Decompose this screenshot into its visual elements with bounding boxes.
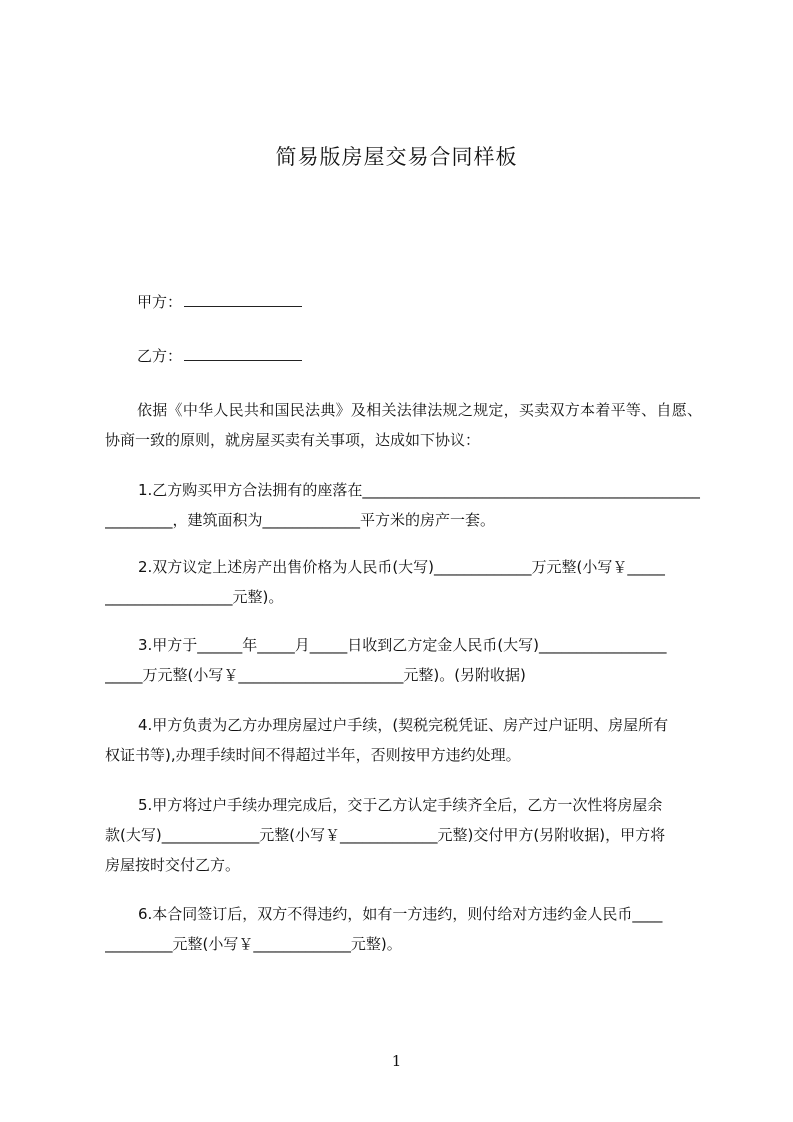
clause-5-line-3: 房屋按时交付乙方。	[105, 856, 241, 874]
clause-4-line-2: 权证书等),办理手续时间不得超过半年，否则按甲方违约处理。	[105, 746, 521, 764]
party-b-blank	[184, 344, 302, 361]
party-b-line	[137, 344, 302, 367]
clause-2-line-2: _________________元整)。	[105, 588, 284, 606]
clause-5	[105, 790, 702, 880]
clause-4	[105, 710, 702, 770]
clause-1-line-2: _________，建筑面积为_____________平方米的房产一套。	[105, 511, 496, 529]
intro-paragraph: 依据《中华人民共和国民法典》及相关法律法规之规定，买卖双方本着平等、自愿、协商一致的原则，就房屋买卖有关事项，达成如下协议：	[105, 401, 702, 449]
clause-6-line-2: _________元整(小写￥_____________元整)。	[105, 935, 402, 953]
clause-3	[105, 630, 702, 690]
clause-5-line-1: 5.甲方将过户手续办理完成后，交于乙方认定手续齐全后，乙方一次性将房屋余	[138, 796, 663, 814]
party-b-label: 乙方：	[137, 347, 183, 365]
party-a-blank	[184, 290, 302, 307]
clause-6	[105, 899, 702, 959]
clause-1-line-1: 1.乙方购买甲方合法拥有的座落在_____________________________________________	[138, 481, 700, 499]
party-a-label: 甲方：	[137, 293, 183, 311]
clause-5-line-2: 款(大写)_____________元整(小写￥_____________元整)交付甲方(另附收据)，甲方将	[105, 826, 666, 844]
document-title: 简易版房屋交易合同样板	[275, 145, 518, 169]
clause-4-line-1: 4.甲方负责为乙方办理房屋过户手续，(契税完税凭证、房产过户证明、房屋所有	[138, 716, 669, 734]
clause-3-line-2: _____万元整(小写￥______________________元整)。(另附收据)	[105, 666, 526, 684]
party-a-line	[137, 290, 302, 313]
clause-2-line-1: 2.双方议定上述房产出售价格为人民币(大写)_____________万元整(小写￥_____	[138, 558, 665, 576]
clause-2	[105, 552, 702, 612]
clause-1	[105, 475, 702, 535]
page-number: 1	[391, 1052, 402, 1070]
clause-6-line-1: 6.本合同签订后，双方不得违约，如有一方违约，则付给对方违约金人民币____	[138, 905, 663, 923]
clause-3-line-1: 3.甲方于______年_____月_____日收到乙方定金人民币(大写)_________________	[138, 636, 667, 654]
